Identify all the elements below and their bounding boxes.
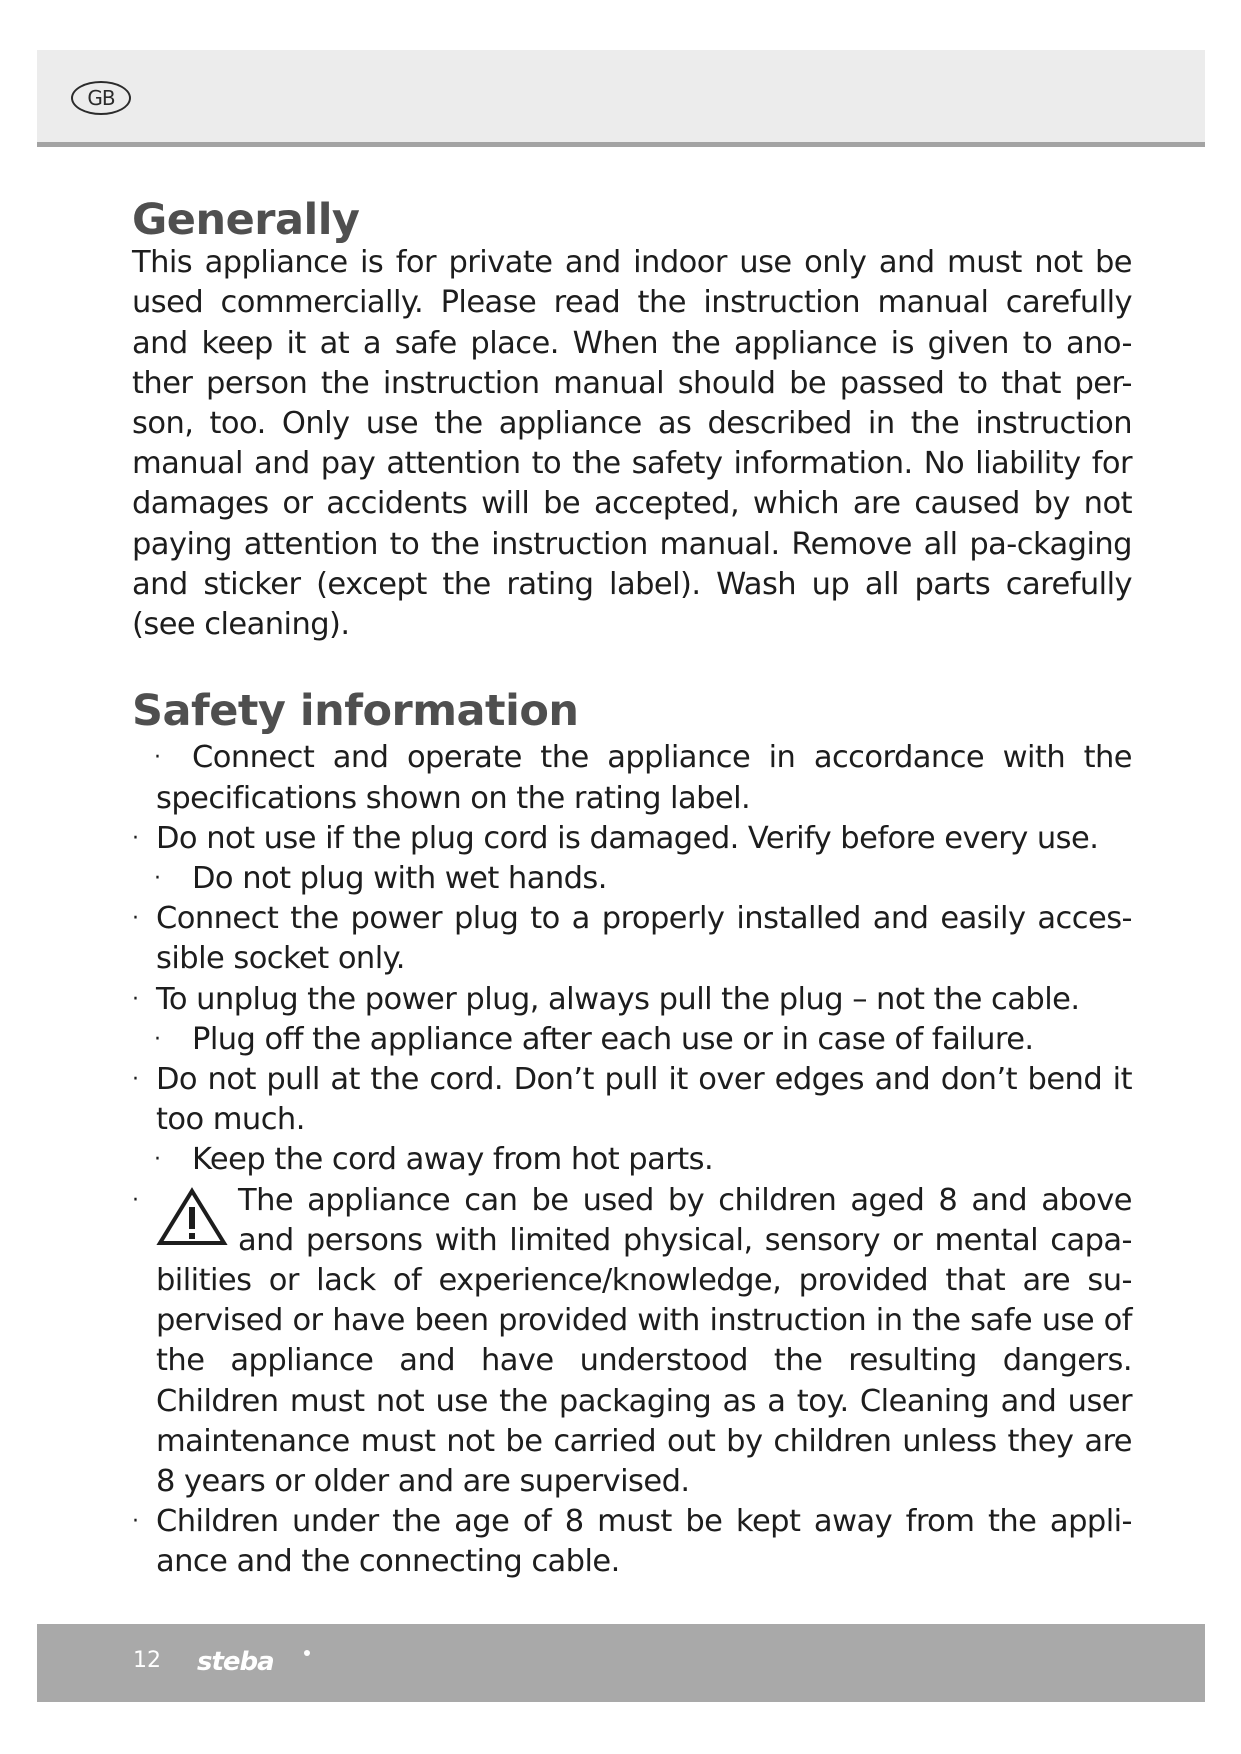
list-item: · Do not plug with wet hands. [132,859,1132,899]
bullet-icon: · [132,1187,139,1213]
language-badge: GB [71,81,131,115]
generally-heading: Generally [132,195,360,245]
bullet-icon: · [154,1026,161,1052]
page-number: 12 [133,1648,161,1673]
list-item: · Children under the age of 8 must be kept away from the appli-ance and the connecting cable. [132,1504,1132,1580]
safety-list [132,738,1132,1582]
bullet-icon: · [154,745,161,771]
svg-text:steba: steba [197,1647,274,1677]
bullet-icon: · [132,906,139,932]
page-header [37,50,1205,147]
page-footer [37,1624,1205,1702]
list-item: · Plug off the appliance after each use or in case of failure. [132,1020,1132,1060]
list-item: · Do not pull at the cord. Don’t pull it over edges and don’t bend it too much. [132,1061,1132,1138]
list-item: · Do not use if the plug cord is damaged. Verify before every use. [132,819,1132,859]
list-item: · Keep the cord away from hot parts. [132,1140,1132,1180]
bullet-icon: · [154,1147,161,1173]
bullet-icon: · [132,1066,139,1092]
bullet-icon: · [132,986,139,1012]
bullet-icon: · [132,825,139,851]
generally-text: This appliance is for private and indoor use only and must not be used commercially. Please read the instruction manual carefully and keep it at a safe place. When the appliance is given to ano-ther person the instruction manual should be passed to that per-son, too. Only use the appliance as described in the instruction manual and pay attention to the safety information. No liability for damages or accidents will be accepted, which are caused by not paying attention to the instruction manual. Remove all pa-ckaging and sticker (except the rating label). Wash up all parts carefully (see cleaning). [132,245,1132,642]
safety-heading: Safety information [132,686,579,737]
list-item: · Connect and operate the appliance in accordance with the specifications shown on the rating label. [154,740,1132,816]
warning-triangle-icon [156,1187,228,1247]
list-item: · To unplug the power plug, always pull the plug – not the cable. [132,980,1132,1020]
list-item: · Connect the power plug to a properly installed and easily acces-sible socket only. [132,901,1132,977]
page-content [132,195,1132,1583]
bullet-icon: · [154,865,161,891]
list-item: · The appliance can be used by children aged 8 and above and persons with limited physical, sensory or mental capa-bilities or lack of experience/knowledge, provided that are su-pervised or have been provided with instruction in the safe use of the appliance and have understood the resulting dangers. Children must not use the packaging as a toy. Cleaning and user maintenance must not be carried out by children unless they are 8 years or older and are supervised. [132,1182,1132,1499]
steba-logo [195,1644,315,1680]
bullet-icon: · [132,1509,139,1535]
